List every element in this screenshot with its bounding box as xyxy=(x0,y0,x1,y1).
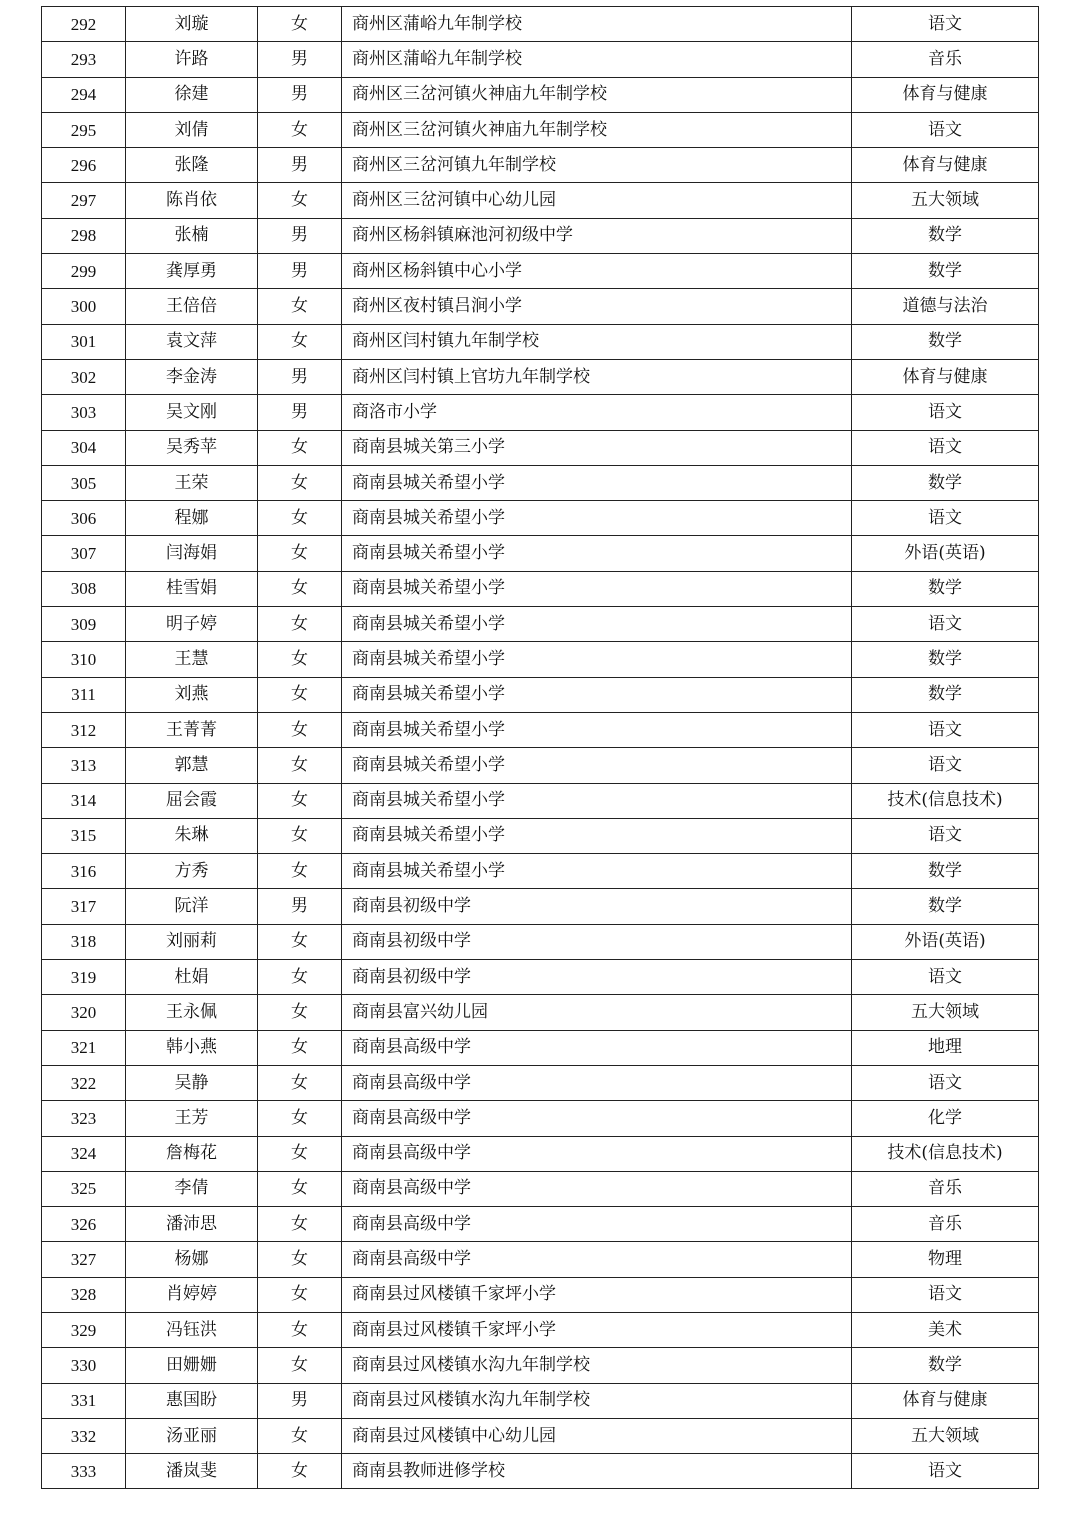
table-row xyxy=(42,1418,1039,1453)
table-row xyxy=(42,960,1039,995)
name-cell: 徐建 xyxy=(126,77,258,112)
name-cell: 刘倩 xyxy=(126,112,258,147)
table-row xyxy=(42,1383,1039,1418)
subject-cell: 体育与健康 xyxy=(852,359,1039,394)
gender-cell: 女 xyxy=(258,924,342,959)
table-row xyxy=(42,677,1039,712)
name-cell: 袁文萍 xyxy=(126,324,258,359)
subject-cell: 音乐 xyxy=(852,1207,1039,1242)
table-row xyxy=(42,607,1039,642)
name-cell: 詹梅花 xyxy=(126,1136,258,1171)
school-cell: 商南县过风楼镇中心幼儿园 xyxy=(342,1418,852,1453)
school-cell: 商南县高级中学 xyxy=(342,1065,852,1100)
table-row xyxy=(42,1207,1039,1242)
gender-cell: 女 xyxy=(258,1101,342,1136)
name-cell: 王荣 xyxy=(126,465,258,500)
subject-cell: 技术(信息技术) xyxy=(852,1136,1039,1171)
table-row xyxy=(42,1101,1039,1136)
subject-cell: 语文 xyxy=(852,607,1039,642)
row-number-cell: 313 xyxy=(42,748,126,783)
name-cell: 龚厚勇 xyxy=(126,254,258,289)
name-cell: 郭慧 xyxy=(126,748,258,783)
name-cell: 方秀 xyxy=(126,854,258,889)
subject-cell: 语文 xyxy=(852,501,1039,536)
subject-cell: 语文 xyxy=(852,112,1039,147)
gender-cell: 女 xyxy=(258,818,342,853)
row-number-cell: 300 xyxy=(42,289,126,324)
table-row xyxy=(42,395,1039,430)
table-row xyxy=(42,536,1039,571)
school-cell: 商南县城关希望小学 xyxy=(342,818,852,853)
row-number-cell: 318 xyxy=(42,924,126,959)
row-number-cell: 304 xyxy=(42,430,126,465)
school-cell: 商南县城关希望小学 xyxy=(342,501,852,536)
school-cell: 商州区闫村镇九年制学校 xyxy=(342,324,852,359)
gender-cell: 女 xyxy=(258,677,342,712)
row-number-cell: 330 xyxy=(42,1348,126,1383)
school-cell: 商南县高级中学 xyxy=(342,1207,852,1242)
school-cell: 商南县教师进修学校 xyxy=(342,1454,852,1489)
school-cell: 商南县高级中学 xyxy=(342,1030,852,1065)
subject-cell: 语文 xyxy=(852,1454,1039,1489)
row-number-cell: 294 xyxy=(42,77,126,112)
row-number-cell: 329 xyxy=(42,1312,126,1347)
name-cell: 刘璇 xyxy=(126,7,258,42)
table-row xyxy=(42,1277,1039,1312)
subject-cell: 外语(英语) xyxy=(852,536,1039,571)
name-cell: 屈会霞 xyxy=(126,783,258,818)
table-row xyxy=(42,571,1039,606)
row-number-cell: 333 xyxy=(42,1454,126,1489)
gender-cell: 女 xyxy=(258,7,342,42)
school-cell: 商南县城关希望小学 xyxy=(342,712,852,747)
name-cell: 汤亚丽 xyxy=(126,1418,258,1453)
school-cell: 商南县城关希望小学 xyxy=(342,571,852,606)
name-cell: 明子婷 xyxy=(126,607,258,642)
row-number-cell: 324 xyxy=(42,1136,126,1171)
gender-cell: 女 xyxy=(258,289,342,324)
row-number-cell: 326 xyxy=(42,1207,126,1242)
school-cell: 商南县初级中学 xyxy=(342,924,852,959)
subject-cell: 数学 xyxy=(852,1348,1039,1383)
row-number-cell: 303 xyxy=(42,395,126,430)
name-cell: 张楠 xyxy=(126,218,258,253)
subject-cell: 外语(英语) xyxy=(852,924,1039,959)
name-cell: 李倩 xyxy=(126,1171,258,1206)
table-row xyxy=(42,112,1039,147)
subject-cell: 数学 xyxy=(852,218,1039,253)
name-cell: 王菁菁 xyxy=(126,712,258,747)
school-cell: 商南县城关希望小学 xyxy=(342,854,852,889)
table-row xyxy=(42,783,1039,818)
school-cell: 商州区三岔河镇火神庙九年制学校 xyxy=(342,112,852,147)
row-number-cell: 327 xyxy=(42,1242,126,1277)
gender-cell: 女 xyxy=(258,960,342,995)
table-row xyxy=(42,712,1039,747)
name-cell: 王倍倍 xyxy=(126,289,258,324)
school-cell: 商南县过风楼镇水沟九年制学校 xyxy=(342,1383,852,1418)
row-number-cell: 319 xyxy=(42,960,126,995)
row-number-cell: 292 xyxy=(42,7,126,42)
school-cell: 商洛市小学 xyxy=(342,395,852,430)
gender-cell: 女 xyxy=(258,995,342,1030)
school-cell: 商州区三岔河镇中心幼儿园 xyxy=(342,183,852,218)
table-row xyxy=(42,642,1039,677)
gender-cell: 女 xyxy=(258,748,342,783)
subject-cell: 五大领域 xyxy=(852,183,1039,218)
subject-cell: 五大领域 xyxy=(852,995,1039,1030)
school-cell: 商南县城关希望小学 xyxy=(342,607,852,642)
gender-cell: 女 xyxy=(258,1207,342,1242)
name-cell: 杜娟 xyxy=(126,960,258,995)
subject-cell: 数学 xyxy=(852,254,1039,289)
subject-cell: 数学 xyxy=(852,465,1039,500)
school-cell: 商州区蒲峪九年制学校 xyxy=(342,7,852,42)
table-row xyxy=(42,183,1039,218)
name-cell: 潘岚斐 xyxy=(126,1454,258,1489)
name-cell: 吴静 xyxy=(126,1065,258,1100)
school-cell: 商州区杨斜镇麻池河初级中学 xyxy=(342,218,852,253)
subject-cell: 语文 xyxy=(852,960,1039,995)
table-row xyxy=(42,924,1039,959)
table-row xyxy=(42,430,1039,465)
school-cell: 商南县城关希望小学 xyxy=(342,748,852,783)
school-cell: 商南县富兴幼儿园 xyxy=(342,995,852,1030)
row-number-cell: 297 xyxy=(42,183,126,218)
table-row xyxy=(42,324,1039,359)
table-row xyxy=(42,1136,1039,1171)
school-cell: 商南县城关希望小学 xyxy=(342,783,852,818)
school-cell: 商州区蒲峪九年制学校 xyxy=(342,42,852,77)
school-cell: 商南县初级中学 xyxy=(342,960,852,995)
school-cell: 商南县城关希望小学 xyxy=(342,677,852,712)
subject-cell: 音乐 xyxy=(852,42,1039,77)
table-row xyxy=(42,1454,1039,1489)
row-number-cell: 322 xyxy=(42,1065,126,1100)
subject-cell: 五大领域 xyxy=(852,1418,1039,1453)
gender-cell: 女 xyxy=(258,1065,342,1100)
gender-cell: 男 xyxy=(258,42,342,77)
table-row xyxy=(42,254,1039,289)
gender-cell: 男 xyxy=(258,148,342,183)
row-number-cell: 314 xyxy=(42,783,126,818)
subject-cell: 物理 xyxy=(852,1242,1039,1277)
name-cell: 吴文刚 xyxy=(126,395,258,430)
table-row xyxy=(42,218,1039,253)
subject-cell: 语文 xyxy=(852,430,1039,465)
row-number-cell: 331 xyxy=(42,1383,126,1418)
row-number-cell: 320 xyxy=(42,995,126,1030)
row-number-cell: 305 xyxy=(42,465,126,500)
table-row xyxy=(42,1065,1039,1100)
gender-cell: 男 xyxy=(258,359,342,394)
gender-cell: 女 xyxy=(258,607,342,642)
row-number-cell: 299 xyxy=(42,254,126,289)
school-cell: 商南县初级中学 xyxy=(342,889,852,924)
table-row xyxy=(42,7,1039,42)
row-number-cell: 298 xyxy=(42,218,126,253)
name-cell: 阮洋 xyxy=(126,889,258,924)
gender-cell: 女 xyxy=(258,1277,342,1312)
row-number-cell: 311 xyxy=(42,677,126,712)
subject-cell: 化学 xyxy=(852,1101,1039,1136)
name-cell: 李金涛 xyxy=(126,359,258,394)
name-cell: 王永佩 xyxy=(126,995,258,1030)
row-number-cell: 309 xyxy=(42,607,126,642)
gender-cell: 女 xyxy=(258,183,342,218)
roster-table-container xyxy=(41,6,1038,1489)
table-row xyxy=(42,889,1039,924)
row-number-cell: 308 xyxy=(42,571,126,606)
gender-cell: 女 xyxy=(258,501,342,536)
table-row xyxy=(42,42,1039,77)
row-number-cell: 310 xyxy=(42,642,126,677)
subject-cell: 数学 xyxy=(852,571,1039,606)
row-number-cell: 293 xyxy=(42,42,126,77)
school-cell: 商州区三岔河镇九年制学校 xyxy=(342,148,852,183)
gender-cell: 女 xyxy=(258,324,342,359)
table-row xyxy=(42,818,1039,853)
school-cell: 商南县城关希望小学 xyxy=(342,642,852,677)
table-row xyxy=(42,1030,1039,1065)
school-cell: 商南县过风楼镇千家坪小学 xyxy=(342,1277,852,1312)
school-cell: 商州区夜村镇吕涧小学 xyxy=(342,289,852,324)
gender-cell: 女 xyxy=(258,783,342,818)
name-cell: 肖婷婷 xyxy=(126,1277,258,1312)
subject-cell: 地理 xyxy=(852,1030,1039,1065)
school-cell: 商南县高级中学 xyxy=(342,1171,852,1206)
name-cell: 王芳 xyxy=(126,1101,258,1136)
table-row xyxy=(42,995,1039,1030)
table-row xyxy=(42,1348,1039,1383)
gender-cell: 女 xyxy=(258,1136,342,1171)
subject-cell: 数学 xyxy=(852,854,1039,889)
subject-cell: 语文 xyxy=(852,712,1039,747)
subject-cell: 美术 xyxy=(852,1312,1039,1347)
name-cell: 刘燕 xyxy=(126,677,258,712)
gender-cell: 女 xyxy=(258,430,342,465)
gender-cell: 女 xyxy=(258,1418,342,1453)
gender-cell: 男 xyxy=(258,889,342,924)
gender-cell: 女 xyxy=(258,854,342,889)
name-cell: 桂雪娟 xyxy=(126,571,258,606)
subject-cell: 语文 xyxy=(852,395,1039,430)
school-cell: 商南县高级中学 xyxy=(342,1242,852,1277)
school-cell: 商南县城关希望小学 xyxy=(342,536,852,571)
roster-table xyxy=(41,6,1039,1489)
row-number-cell: 307 xyxy=(42,536,126,571)
gender-cell: 男 xyxy=(258,218,342,253)
gender-cell: 男 xyxy=(258,395,342,430)
subject-cell: 数学 xyxy=(852,642,1039,677)
row-number-cell: 332 xyxy=(42,1418,126,1453)
table-row xyxy=(42,1242,1039,1277)
name-cell: 冯钰洪 xyxy=(126,1312,258,1347)
row-number-cell: 317 xyxy=(42,889,126,924)
school-cell: 商南县城关希望小学 xyxy=(342,465,852,500)
table-row xyxy=(42,1171,1039,1206)
name-cell: 程娜 xyxy=(126,501,258,536)
table-row xyxy=(42,501,1039,536)
table-row xyxy=(42,148,1039,183)
school-cell: 商州区闫村镇上官坊九年制学校 xyxy=(342,359,852,394)
table-row xyxy=(42,1312,1039,1347)
row-number-cell: 328 xyxy=(42,1277,126,1312)
subject-cell: 语文 xyxy=(852,748,1039,783)
school-cell: 商南县过风楼镇千家坪小学 xyxy=(342,1312,852,1347)
table-row xyxy=(42,77,1039,112)
subject-cell: 语文 xyxy=(852,7,1039,42)
name-cell: 王慧 xyxy=(126,642,258,677)
row-number-cell: 316 xyxy=(42,854,126,889)
gender-cell: 女 xyxy=(258,112,342,147)
name-cell: 刘丽莉 xyxy=(126,924,258,959)
gender-cell: 女 xyxy=(258,571,342,606)
gender-cell: 男 xyxy=(258,1383,342,1418)
subject-cell: 体育与健康 xyxy=(852,77,1039,112)
gender-cell: 男 xyxy=(258,254,342,289)
name-cell: 朱琳 xyxy=(126,818,258,853)
table-row xyxy=(42,854,1039,889)
gender-cell: 女 xyxy=(258,1454,342,1489)
row-number-cell: 296 xyxy=(42,148,126,183)
school-cell: 商南县高级中学 xyxy=(342,1101,852,1136)
table-row xyxy=(42,465,1039,500)
gender-cell: 女 xyxy=(258,1242,342,1277)
school-cell: 商州区杨斜镇中心小学 xyxy=(342,254,852,289)
name-cell: 潘沛思 xyxy=(126,1207,258,1242)
subject-cell: 道德与法治 xyxy=(852,289,1039,324)
subject-cell: 语文 xyxy=(852,1277,1039,1312)
row-number-cell: 315 xyxy=(42,818,126,853)
subject-cell: 语文 xyxy=(852,1065,1039,1100)
row-number-cell: 321 xyxy=(42,1030,126,1065)
name-cell: 杨娜 xyxy=(126,1242,258,1277)
name-cell: 张隆 xyxy=(126,148,258,183)
name-cell: 吴秀苹 xyxy=(126,430,258,465)
row-number-cell: 302 xyxy=(42,359,126,394)
gender-cell: 男 xyxy=(258,77,342,112)
row-number-cell: 312 xyxy=(42,712,126,747)
gender-cell: 女 xyxy=(258,1171,342,1206)
name-cell: 闫海娟 xyxy=(126,536,258,571)
gender-cell: 女 xyxy=(258,712,342,747)
subject-cell: 数学 xyxy=(852,677,1039,712)
subject-cell: 体育与健康 xyxy=(852,148,1039,183)
subject-cell: 语文 xyxy=(852,818,1039,853)
subject-cell: 数学 xyxy=(852,324,1039,359)
school-cell: 商南县过风楼镇水沟九年制学校 xyxy=(342,1348,852,1383)
name-cell: 惠国盼 xyxy=(126,1383,258,1418)
gender-cell: 女 xyxy=(258,536,342,571)
school-cell: 商南县城关第三小学 xyxy=(342,430,852,465)
name-cell: 陈肖依 xyxy=(126,183,258,218)
gender-cell: 女 xyxy=(258,642,342,677)
subject-cell: 音乐 xyxy=(852,1171,1039,1206)
subject-cell: 技术(信息技术) xyxy=(852,783,1039,818)
roster-table-body xyxy=(42,7,1039,1489)
row-number-cell: 323 xyxy=(42,1101,126,1136)
table-row xyxy=(42,289,1039,324)
name-cell: 许路 xyxy=(126,42,258,77)
gender-cell: 女 xyxy=(258,1312,342,1347)
row-number-cell: 301 xyxy=(42,324,126,359)
row-number-cell: 295 xyxy=(42,112,126,147)
school-cell: 商州区三岔河镇火神庙九年制学校 xyxy=(342,77,852,112)
gender-cell: 女 xyxy=(258,1030,342,1065)
gender-cell: 女 xyxy=(258,465,342,500)
gender-cell: 女 xyxy=(258,1348,342,1383)
row-number-cell: 325 xyxy=(42,1171,126,1206)
subject-cell: 体育与健康 xyxy=(852,1383,1039,1418)
name-cell: 田姗姗 xyxy=(126,1348,258,1383)
subject-cell: 数学 xyxy=(852,889,1039,924)
row-number-cell: 306 xyxy=(42,501,126,536)
school-cell: 商南县高级中学 xyxy=(342,1136,852,1171)
table-row xyxy=(42,748,1039,783)
name-cell: 韩小燕 xyxy=(126,1030,258,1065)
table-row xyxy=(42,359,1039,394)
